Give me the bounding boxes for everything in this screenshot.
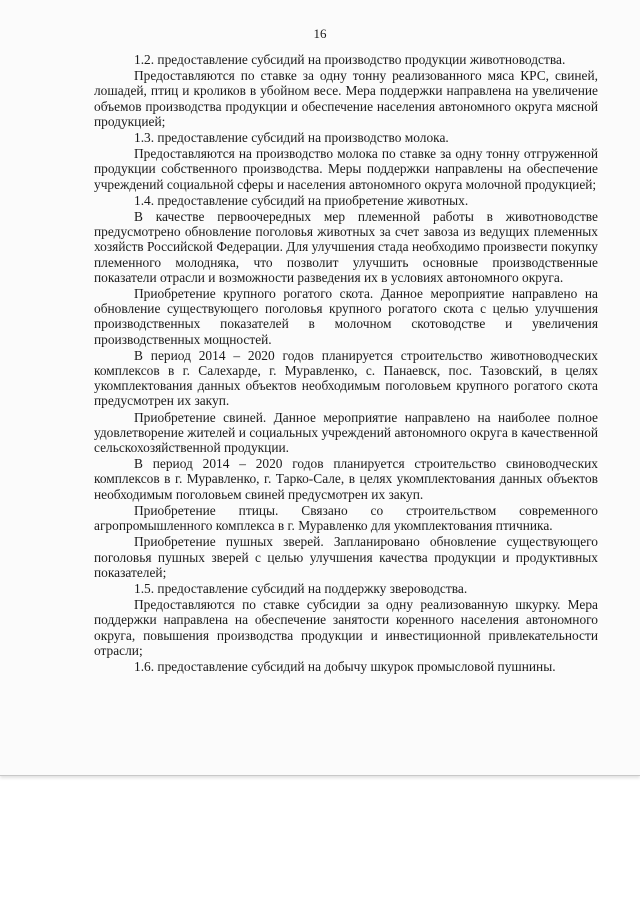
page-number: 16 (313, 26, 327, 41)
paragraph: 1.2. предоставление субсидий на производство продукции животноводства. (134, 52, 566, 67)
paragraph: Приобретение свиней. Данное мероприятие направлено на наиболее полное удовлетворение жителей и социальных учреждений автономного округа в качественной сельскохозяйственной продукции. (94, 409, 598, 456)
paragraph: В период 2014 – 2020 годов планируется строительство свиноводческих комплексов в г. Муравленко, г. Тарко-Сале, в целях укомплектования данных объектов необходимым поголовьем свиней предусмотрен их закуп. (94, 456, 598, 502)
paragraph: Приобретение птицы. Связано со строительством современного агропромышленного комплекса в г. Муравленко для укомплектования птичника. (94, 502, 598, 534)
paragraph: В качестве первоочередных мер племенной работы в животноводстве предусмотрено обновление поголовья животных за счет завоза из ведущих племенных хозяйств Российской Федерации. Для улучшения стада необходимо произвести покупку племенного молодняка, что позволит улучшить основные производственные показатели отрасли и возможности разведения их в условиях автономного округа. (94, 209, 598, 285)
document-body (94, 52, 598, 674)
paragraph: 1.6. предоставление субсидий на добычу шкурок промысловой пушнины. (134, 658, 556, 674)
paragraph: Приобретение пушных зверей. Запланировано обновление существующего поголовья пушных зверей с целью улучшения качества продукции и продуктивных показателей; (94, 534, 598, 580)
paragraph: Предоставляются на производство молока по ставке за одну тонну отгруженной продукции собственного производства. Меры поддержки направлены на обеспечение учреждений социальной сферы и населения автономного округа молочной продукцией; (94, 146, 598, 192)
paragraph: 1.3. предоставление субсидий на производство молока. (134, 130, 449, 146)
paragraph: Приобретение крупного рогатого скота. Данное мероприятие направлено на обновление существующего поголовья крупного рогатого скота с целью улучшения производственных показателей в молочном скотоводстве и увеличения производственных мощностей. (94, 286, 598, 347)
paragraph: Предоставляются по ставке за одну тонну реализованного мяса КРС, свиней, лошадей, птиц и кроликов в убойном весе. Мера поддержки направлена на увеличение объемов производства продукции и обеспечение населения автономного округа мясной продукцией; (94, 68, 598, 129)
paragraph: 1.5. предоставление субсидий на поддержку звероводства. (134, 580, 468, 596)
paragraph: Предоставляются по ставке субсидии за одну реализованную шкурку. Мера поддержки направлена на обеспечение занятости коренного населения автономного округа, повышения производства продукции и инвестиционной привлекательности отрасли; (94, 597, 598, 658)
paragraph: В период 2014 – 2020 годов планируется строительство животноводческих комплексов в г. Салехарде, г. Муравленко, с. Панаевск, пос. Тазовский, в целях укомплектования данных объектов необходимым поголовьем крупного рогатого скота предусмотрен их закуп. (94, 347, 598, 409)
paragraph: 1.4. предоставление субсидий на приобретение животных. (134, 192, 469, 208)
